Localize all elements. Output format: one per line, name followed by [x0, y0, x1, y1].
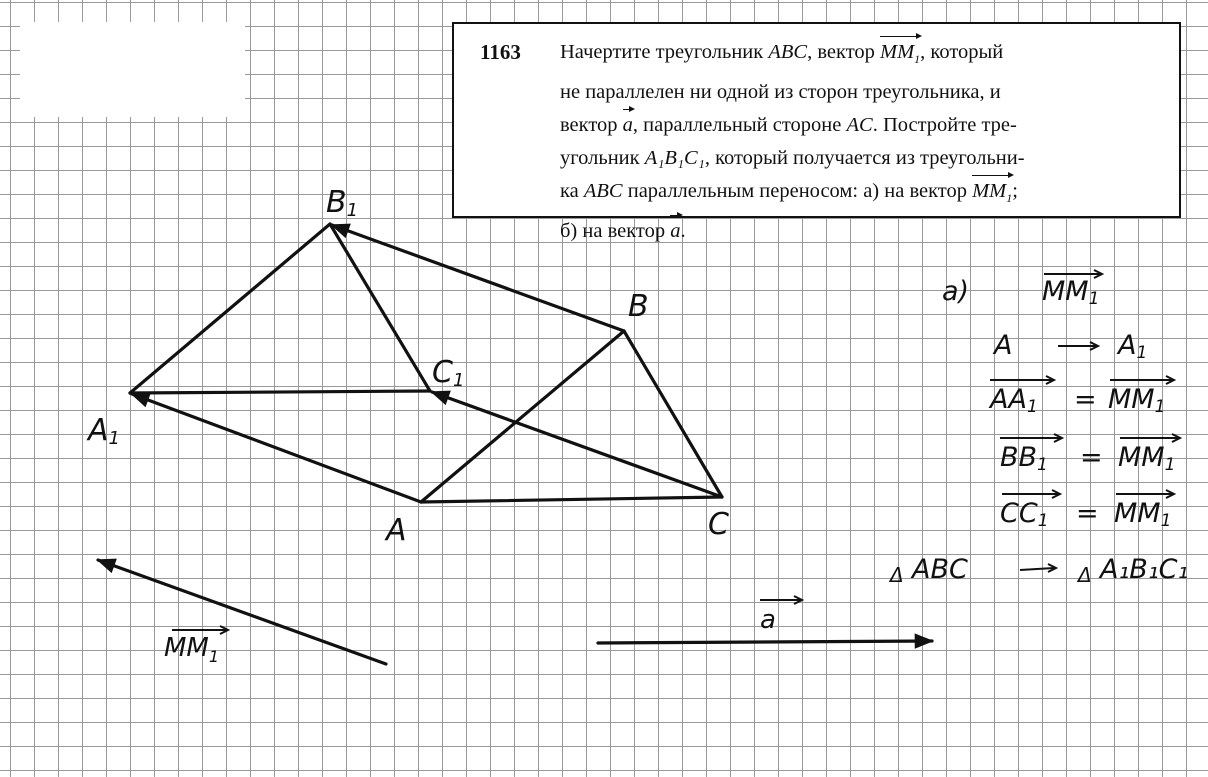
note-eq2-right: MM1 — [1118, 442, 1176, 475]
vector-aa1 — [132, 394, 421, 502]
note-map-to: A1 — [1118, 330, 1148, 363]
note-eq3-left: CC1 — [1000, 498, 1049, 531]
note-eq1-left: AA1 — [990, 384, 1038, 417]
note-eq1-sign: = — [1074, 384, 1097, 415]
note-tri-symbol-2: Δ — [1078, 563, 1092, 587]
note-eq2-left: BB1 — [1000, 442, 1048, 475]
note-part-vec: MM1 — [1042, 276, 1100, 309]
note-tri-symbol-1: Δ — [890, 563, 904, 587]
side-ac — [421, 497, 722, 502]
label-a-vector: a — [760, 605, 776, 635]
solution-notes — [888, 270, 1188, 587]
label-b1: B1 — [326, 185, 359, 221]
note-map-from: A — [994, 330, 1013, 361]
problem-line-2: не параллелен ни одной из сторон треугольника, и — [560, 81, 1001, 104]
label-a: A — [386, 513, 407, 548]
side-bc — [624, 331, 722, 497]
problem-line-5: ка ABC параллельным переносом: а) на вектор $MM_1$; — [490, 175, 1158, 215]
problem-line-1: Начертите треугольник ABC, вектор $MM_1$, который — [490, 36, 1158, 76]
note-eq1-right: MM1 — [1108, 384, 1166, 417]
side-a1b1 — [130, 224, 330, 393]
vector-bb1 — [332, 225, 624, 331]
side-b1c1 — [330, 224, 430, 391]
vector-a-drawn — [598, 641, 932, 643]
problem-number: 1163 — [480, 40, 521, 64]
vector-a: a — [623, 109, 633, 142]
label-b: B — [628, 289, 649, 324]
note-part-a: a) — [942, 276, 970, 307]
note-tri-from: ABC — [912, 554, 968, 585]
vector-mm1-2: $MM_1$ — [972, 175, 1012, 215]
note-tri-to: A₁B₁C₁ — [1100, 554, 1189, 585]
label-mm1: $MM_1$ — [164, 633, 220, 666]
problem-line-4: угольник A₁B₁C₁, который получается из треугольни- — [560, 147, 1025, 170]
problem-line-3: вектор a, параллельный стороне AC. Постройте тре- — [490, 109, 1158, 142]
label-a1: A1 — [88, 413, 120, 449]
note-eq3-right: MM1 — [1114, 498, 1172, 531]
note-eq2-sign: = — [1080, 442, 1103, 473]
label-c: C — [708, 507, 729, 542]
vector-cc1 — [432, 392, 722, 497]
vector-a-2: a — [670, 215, 680, 248]
note-eq3-sign: = — [1076, 498, 1099, 529]
vector-mm1-drawn — [98, 560, 386, 664]
side-a1c1 — [130, 391, 430, 393]
label-c1: C1 — [432, 355, 465, 391]
problem-line-6: б) на вектор a. — [490, 215, 1158, 248]
vector-mm1: $MM_1$ — [880, 36, 920, 76]
